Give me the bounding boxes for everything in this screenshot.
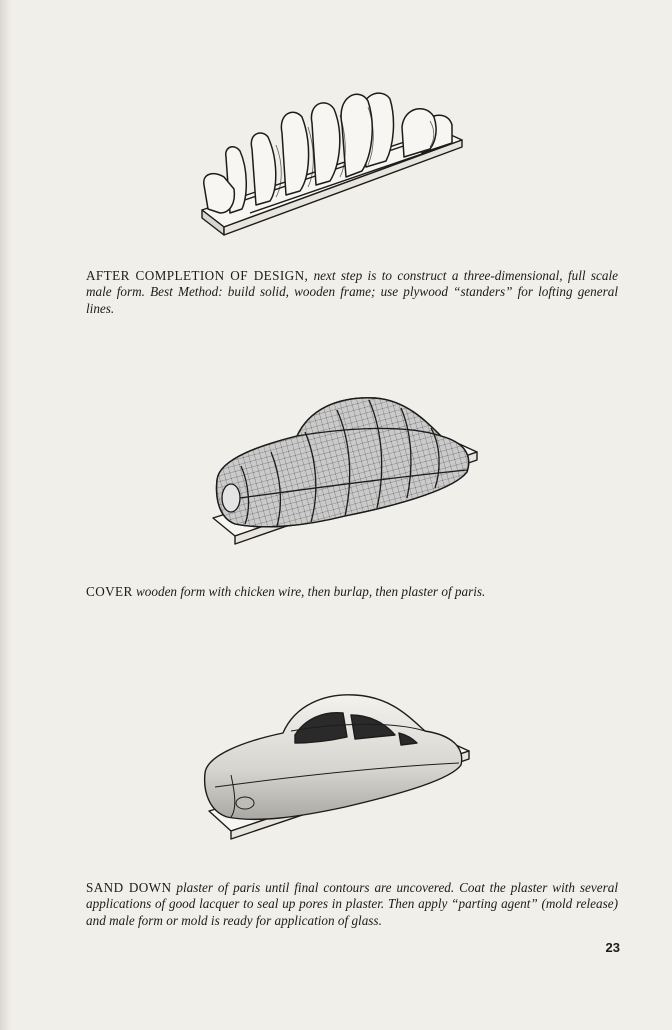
sanded-plaster-form-illustration xyxy=(195,675,485,845)
wooden-frame-illustration xyxy=(190,85,480,255)
caption-text: plaster of paris until final contours are uncovered. Coat the plaster with several applications of good lacquer to seal up pores in plaster. Then apply “parting agent” (mold release) and male form or mold is ready for application of glass. xyxy=(86,880,618,928)
caption-text: next step is to construct a three-dimensional, full scale male form. Best Method: build solid, wooden frame; use plywood “standers” for lofting general lines. xyxy=(86,268,618,316)
caption-lead: COVER xyxy=(86,584,133,599)
wire-covered-form-illustration xyxy=(205,380,495,560)
caption-sand xyxy=(86,880,618,929)
caption-frame xyxy=(86,268,618,317)
caption-cover xyxy=(86,584,626,600)
caption-lead: AFTER COMPLETION OF DESIGN, xyxy=(86,268,309,283)
caption-text: wooden form with chicken wire, then burlap, then plaster of paris. xyxy=(132,584,486,599)
caption-lead: SAND DOWN xyxy=(86,880,172,895)
page-fold-shadow xyxy=(0,0,14,1030)
page-number: 23 xyxy=(605,940,620,955)
